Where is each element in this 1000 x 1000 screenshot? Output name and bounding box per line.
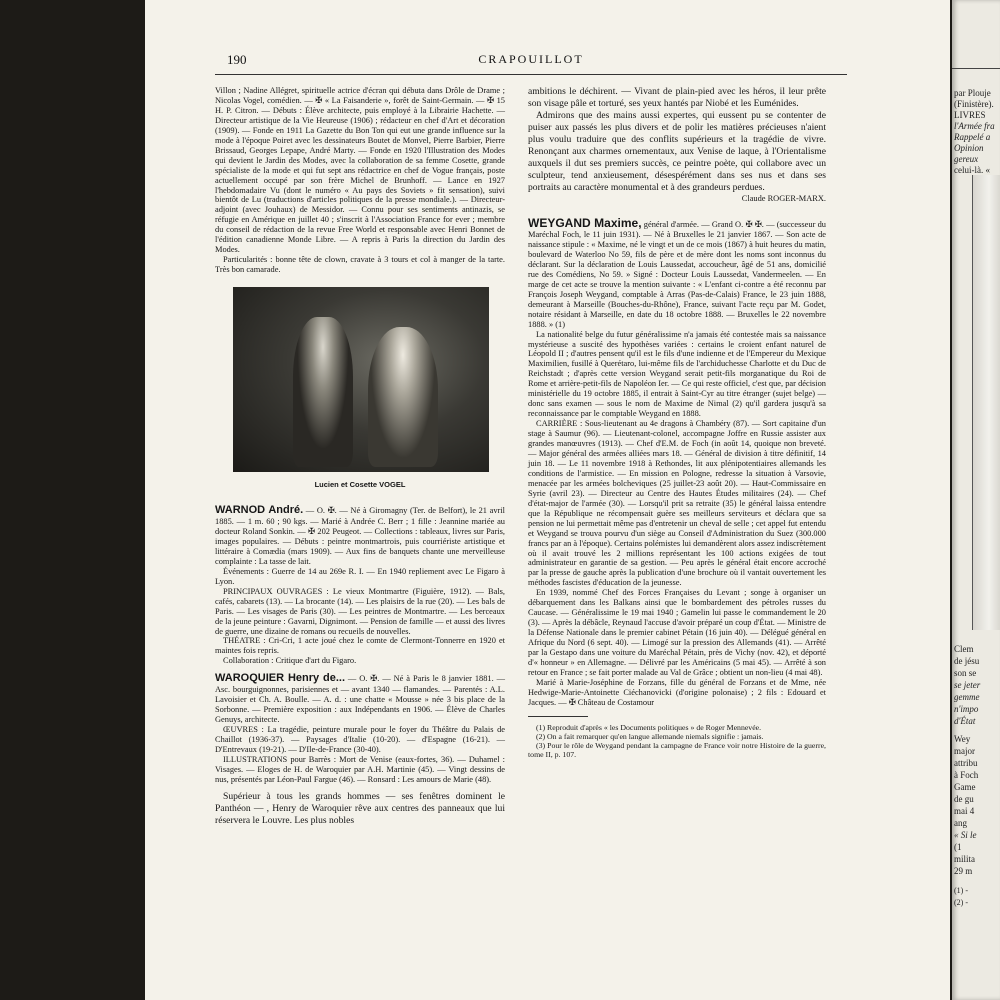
warnod-entry [215, 504, 505, 567]
waroquier-name: WAROQUIER Henry de... [215, 672, 346, 685]
facing-line: gereux [954, 154, 979, 164]
weygand-entry [528, 216, 826, 330]
left-column [215, 86, 505, 827]
waroquier-essay-cont-2: Admirons que des mains aussi expertes, qui eussent pu se contenter de puiser aux passés les plus divers et de polir les matières précieuses n'aient plus voulu traduire que des conflits supérieurs et la tragédie de vivre. Renonçant aux charmes ornementaux, aux Venise de laque, à l'Orientalisme auxquels il dut ses premiers succès, ce peintre poète, qui collabore avec un sculpteur, tend anxieusement, désespérément dans ses nus et dans ses portraits au caractère monumental et à des grandeurs perdues. [528, 109, 826, 193]
facing-line: à Foch [954, 770, 979, 780]
facing-line: n'impo [954, 704, 979, 714]
footnote-3: (3) Pour le rôle de Weygand pendant la campagne de France voir notre Histoire de la guerre, tome II, p. 107. [528, 741, 826, 760]
facing-line: (1) - [954, 886, 968, 895]
footnote-rule [528, 716, 588, 717]
facing-line: Wey [954, 734, 971, 744]
facing-line: « Si le [954, 830, 977, 840]
weygand-nationality: La nationalité belge du futur généralissime n'a jamais été contestée mais sa naissance mystérieuse a suscité des hypothèses variées : certains le croient enfant naturel de Léopold II ; d'autres pensent qu'il est le fils d'une indienne et de l'Empereur du Mexique Maximilien, fusillé à Querétaro, lui-même fils de l'archiduchesse Charlotte et du Duc de Reichstadt ; d'après cette version Weygand serait petit-fils morganatique du Roi de Rome et arrière-petit-fils de Napoléon Ier. — Ce qui reste officiel, c'est que, par décision ministérielle du 19 octobre 1885, il entrait à Saint-Cyr au titre étranger (sujet belge) — donc sans examen — sous le nom de Maxime de Nimal (2) qu'il gardera jusqu'à sa reconnaissance par le comptable Weygand en 1888. [528, 329, 826, 419]
waroquier-illustrations: ILLUSTRATIONS pour Barrès : Mort de Venise (eaux-fortes, 36). — Duhamel : Visages. — Eloges de H. de Waroquier par A.H. Martinie (45). — Vingt dessins de nus, présentés par Léon-Paul Fargue (46). — Ronsard : Les amours de Marie (48). [215, 755, 505, 784]
footnote-1: (1) Reproduit d'après « les Documents politiques » de Roger Mennevée. [536, 722, 762, 732]
weygand-text: général d'armée. — Grand O. ✠ ✠. — (successeur du Maréchal Foch, le 11 juin 1931). — Né à Bruxelles le 21 janvier 1867. — Son acte de naissance stipule : « Maxime, né le vingt et un de ce mois (1867) à huit heures du matin, boulevard de Waterloo No 59, fils de père et de mère dont les noms sont inconnus du déclarant. Sur la déclaration de Louis Laussedat, accoucheur, âgé de 51 ans, domicilié rue des Comédiens, No 59. » Signé : Docteur Louis Laussedat, Vandermeelen. — En marge de cet acte se trouve la mention suivante : « L'enfant ci-contre a été reconnu par François Joseph Weygand, comptable à Arras (Pas-de-Calais) France, le 23 juin 1888, demeurant à Marseille (Bouches-du-Rhône), France, suivant l'acte reçu par M. Godet, notaire résidant à Marseille, en date du 18 octobre 1888. — Bruxelles le 22 novembre 1888. » (1) [528, 219, 826, 329]
warnod-theatre: THÉATRE : Cri-Cri, 1 acte joué chez le comte de Clermont-Tonnerre en 1920 et maintes fois repris. [215, 636, 505, 656]
weygand-name: WEYGAND Maxime, [528, 215, 642, 230]
facing-line: Game [954, 782, 976, 792]
facing-line: LIVRES [954, 110, 986, 120]
facing-line: son se [954, 668, 977, 678]
page-header [215, 52, 847, 75]
facing-line: l'Armée fra [954, 121, 995, 131]
facing-line: major [954, 746, 975, 756]
photo-caption: Lucien et Cosette VOGEL [314, 480, 406, 490]
waroquier-oeuvres: ŒUVRES : La tragédie, peinture murale pour le foyer du Théâtre du Palais de Chaillot (1936-37). — Paysages d'Italie (10-20). — d'Espagne (16-21). — D'Entrevaux (19-21). — D'Ile-de-France (30-40). [215, 725, 505, 755]
magazine-page [145, 0, 950, 1000]
waroquier-entry [215, 672, 505, 725]
facing-line: Clem [954, 644, 974, 654]
page-number: 190 [227, 52, 247, 67]
warnod-text: — O. ✠. — Né à Giromagny (Ter. de Belfort), le 21 avril 1885. — 1 m. 60 ; 90 kgs. — Marié à Andrée C. Berr ; 1 fille : Jeannine mariée au docteur Roland Sonkin. — ✠ 202 Peugeot. — Collections : tableaux, livres sur Paris, images populaires. — Débuts : peintre montmartrois, puis courriériste artistique et littéraire à Comædia (mars 1909). — Aux fins de banquets chante une merveilleuse complainte : La tasse de lait. [215, 505, 505, 566]
facing-page-rule [952, 68, 1000, 69]
facing-line: d'État [954, 716, 976, 726]
footnote-2: (2) On a fait remarquer qu'en langue allemande niemals signifie : jamais. [536, 732, 764, 742]
running-title: CRAPOUILLOT [478, 52, 584, 66]
author-signature: Claude ROGER-MARX. [741, 193, 826, 203]
facing-line: (1 [954, 842, 962, 852]
vogel-biography: Villon ; Nadine Allégret, spirituelle actrice d'écran qui débuta dans Drôle de Drame ; Nicolas Vogel, comédien. — ✠ « La Faisanderie », forêt de Saint-Germain. — ✠ 15 H. P. Citron. — Débuts : Élève architecte, puis employé à la Librairie Hachette. — Directeur artistique de la Vie Heureuse (1906) ; rédacteur en chef d'Art et décoration (1909). — Fonde en 1911 La Gazette du Bon Ton qui eut une grande influence sur la mode à l'époque Poiret avec les dessinateurs Boutet de Monvel, Pierre Barbier, Pierre Brissaud, Georges Lepape, André Marty. — Fonde en 1920 l'Illustration des Modes qui devient le Jardin des Modes, avec la collaboration de sa femme Cosette, grande spécialiste de la mode et qui fut sept ans rédactrice en chef de Vogue français, poste actuellement occupé par son frère Michel de Brunhoff. — Lance en 1927 l'hebdomadaire Vu (dont le numéro « Au pays des Soviets » fit sensation), suivi bientôt de Lu (traductions d'articles politiques de la presse mondiale.). — Directeur-adjoint (avec Jouhaux) de Messidor. — Connu pour ses sentiments antinazis, se réfugie en Amérique en juillet 40 ; s'inscrit à l'Association France for ever ; membre du conseil de rédaction de la revue Free World et responsable avec Henri Bonnet de l'édition canadienne Monde Libre. — A repris à Paris la direction du Jardin des Modes. [215, 86, 505, 255]
facing-line: de jésu [954, 656, 980, 666]
cosette-vogel-figure [368, 327, 438, 467]
waroquier-text: — O. ✠. — Né à Paris le 8 janvier 1881. — Asc. bourguignonnes, parisiennes et — avant 1340 — flamandes. — Parentés : A.L. Lavoisier et Ch. A. Boulle. — A. d. : une chatte « Mousse » née 3 bis place de la Sorbonne. — Première exposition : aux Indépendants en 1906. — Élève de Charles Genuys, architecte. [215, 674, 505, 725]
facing-line: 29 m [954, 866, 973, 876]
weygand-family: Marié à Marie-Joséphine de Forzans, fille du général de Forzans et de Mme, née Hedwige-Marie-Antoinette Ciéchanovicki (d'origine polonaise) ; 2 fils : Edouard et Jacques. — ✠ Château de Costamour [528, 677, 826, 707]
facing-line: de gu [954, 794, 974, 804]
facing-line: attribu [954, 758, 978, 768]
lucien-vogel-figure [293, 317, 353, 467]
facing-line: gemme [954, 692, 980, 702]
right-column [528, 86, 826, 760]
facing-page-illustration [972, 175, 1000, 630]
weygand-1939: En 1939, nommé Chef des Forces Françaises du Levant ; songe à organiser un débarquement dans les Balkans ainsi que le bombardement des pétroles russes du Caucase. — Généralissime le 19 mai 1940 ; Gamelin lui passe le commandement le 20 (3). — Après la débâcle, Reynaud l'accuse d'avoir préparé un coup d'État. — Ministre de la Défense Nationale dans le premier cabinet Pétain (16 juin 40). — Délégué général en Afrique du Nord (6 sept. 40). — Limogé sur la pression des Allemands (41). — Arrêté par la Gestapo dans une voiture du Maréchal Pétain, près de Vichy (nov. 42), et déporté d'« honneur » en Allemagne. — Délivré par les Américains (5 mai 45). — Arrêté à son retour en France ; se fait porter malade au Val de Grâce ; obtient un non-lieu (4 mai 48). [528, 588, 826, 677]
facing-line: (2) - [954, 898, 968, 907]
warnod-events: Événements : Guerre de 14 au 269e R. I. — En 1940 repliement avec Le Figaro à Lyon. [215, 566, 505, 586]
waroquier-essay: Supérieur à tous les grands hommes — ses fenêtres dominent le Panthéon — , Henry de Waroquier rêve aux centres des panneaux que lui réservera le Louvre. Les plus nobles [215, 790, 505, 826]
facing-line: (Finistère). [954, 99, 994, 109]
waroquier-essay-cont: ambitions le déchirent. — Vivant de plain-pied avec les héros, il leur prête son visage pâle et torturé, ses yeux hantés par Niobé et les Euménides. [528, 86, 826, 109]
facing-line: se jeter [954, 680, 981, 690]
warnod-name: WARNOD André. [215, 503, 304, 516]
vogel-particularities: Particularités : bonne tête de clown, cravate à 3 tours et col à manger de la tarte. Très bon camarade. [215, 255, 505, 275]
facing-line: mai 4 [954, 806, 975, 816]
vogel-photograph [233, 287, 489, 472]
facing-line: ang [954, 818, 967, 828]
facing-page-edge [952, 0, 1000, 1000]
facing-line: milita [954, 854, 975, 864]
warnod-collaboration: Collaboration : Critique d'art du Figaro. [223, 656, 357, 666]
facing-line: celui-là. « [954, 165, 990, 175]
warnod-works: PRINCIPAUX OUVRAGES : Le vieux Montmartre (Figuière, 1912). — Bals, cafés, cabarets (13). — La brocante (14). — Les plaisirs de la rue (20). — Les bals de Paris. — Les visages de Paris (30). — Les peintres de Montmartre. — Les berceaux de la jeune peinture : Gavarni, Dignimont. — Pension de famille — et aussi des livres de guerre, une dizaine de romans ou recueils de nouvelles. [215, 586, 505, 636]
weygand-career: CARRIÈRE : Sous-lieutenant au 4e dragons à Chambéry (87). — Sort capitaine d'un stage à Saumur (96). — Lieutenant-colonel, accompagne Joffre en Russie assister aux grandes manœuvres (1913). — Chef d'E.M. de Foch (in août 14, quoique non breveté. — Major général des armées alliées mars 18. — Général de division à titre définitif, 14 juin 18. — Le 11 novembre 1918 à Rethondes, lit aux plénipotentiaires allemands les conditions de l'armistice. — En mission en Pologne, redresse la situation à Varsovie, menacée par les armées bolcheviques (25 juillet-23 août 20). — Haut-Commissaire en Syrie (avril 23). — Directeur au Centre des Hautes Études militaires (24). — Chef d'état-major de l'armée (30). — Lorsqu'il prit sa retraite (35) le général laissa entendre que la République ne récompensait guère ses meilleurs serviteurs et déclara que sa pension ne lui permettait même pas d'entretenir un cheval de selle ; cet appel fut entendu et Weygand se trouva pourvu d'un siège au Conseil d'Administration du Suez (300.000 francs par an à l'époque). Certains polémistes lui demandèrent alors assez indiscrètement où il avait trouvé les 2 millions représentant les 100 actions exigées de tout administrateur en garantie de sa gestion. — Peu après le général était encore accroché par la presse de gauche après la publication d'une brochure où il vantait ouvertement les méthodes fascistes d'éducation de la jeunesse. [528, 419, 826, 588]
facing-line: Opinion [954, 143, 984, 153]
facing-line: par Plouje [954, 88, 991, 98]
facing-line: Rappelé a [954, 132, 991, 142]
